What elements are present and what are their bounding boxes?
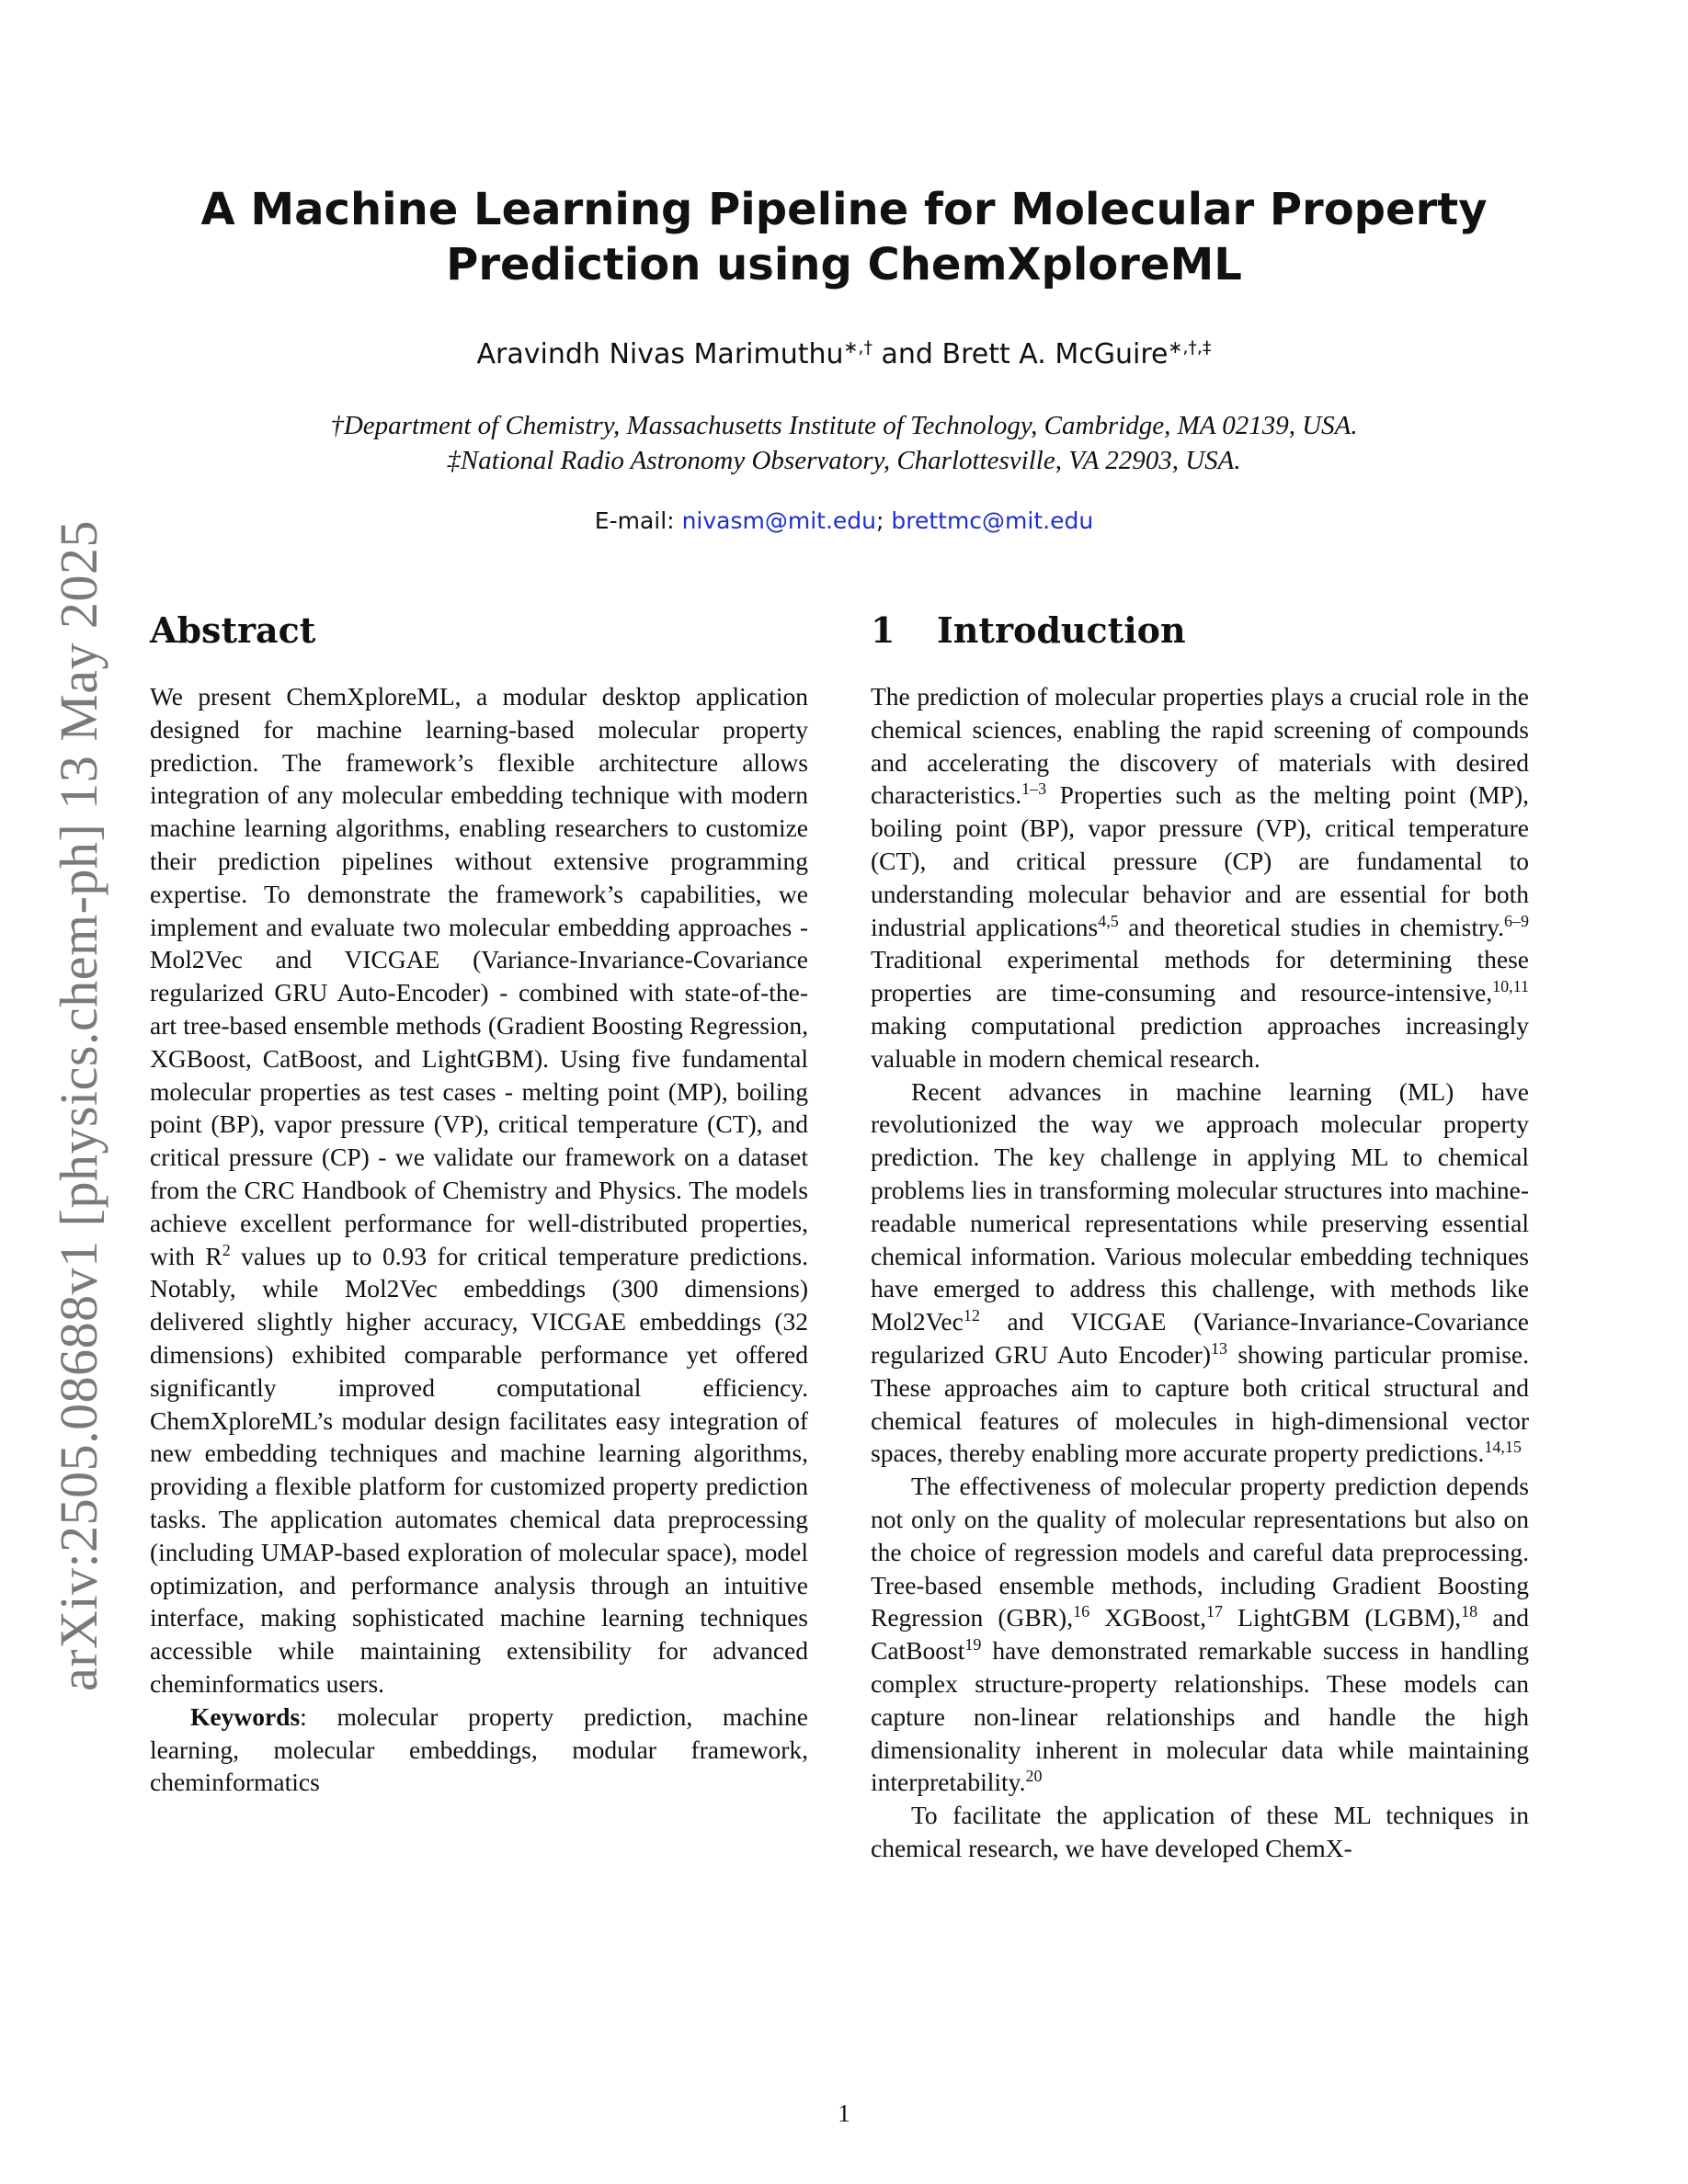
- title-line-2: Prediction using ChemXploreML: [446, 239, 1242, 290]
- affiliations: [0, 408, 1688, 478]
- keywords-paragraph: [150, 1701, 808, 1799]
- citation[interactable]: 1–3: [1021, 779, 1047, 799]
- citation[interactable]: 20: [1025, 1767, 1043, 1786]
- paragraph-text: Traditional experimental methods for determining these properties are time-consuming and resource-intensive,: [871, 945, 1529, 1007]
- paragraph-text: LightGBM (LGBM),: [1223, 1603, 1462, 1632]
- citation[interactable]: 6–9: [1504, 911, 1529, 930]
- introduction-column: [871, 609, 1529, 1865]
- citation[interactable]: 19: [964, 1634, 982, 1654]
- paragraph-text: and theoretical studies in chemistry.: [1118, 912, 1504, 941]
- paragraph-text: XGBoost,: [1089, 1603, 1206, 1632]
- r-squared-superscript: 2: [222, 1240, 231, 1259]
- section-number: 1: [871, 609, 895, 651]
- author-conjunction: and: [872, 338, 942, 370]
- author-affiliation-marks: ∗,†,‡: [1168, 337, 1212, 358]
- contact-email: [0, 507, 1688, 534]
- email-label: E-mail:: [594, 507, 682, 534]
- paragraph-text: showing particular promise. These approaches aim to capture both critical structural and chemical features of molecules in high-dimensional vector spaces, thereby enabling more accurate property predictions.: [871, 1339, 1529, 1468]
- paragraph-text: and VICGAE (Variance-Invariance-Covariance regularized GRU Auto Encoder): [871, 1307, 1529, 1369]
- keywords-label: Keywords: [190, 1701, 301, 1731]
- abstract-paragraph: [150, 680, 808, 1701]
- introduction-heading: [871, 609, 1529, 653]
- abstract-text: values up to 0.93 for critical temperature predictions. Notably, while Mol2Vec embeddings (300 dimensions) delivered slightly higher accuracy, VICGAE embeddings (32 dimensions) exhibited comparable performance yet offered significantly improved computational efficiency. ChemXploreML’s modular design facilitates easy integration of new embedding techniques and machine learning algorithms, providing a flexible platform for customized property prediction tasks. The application automates chemical data preprocessing (including UMAP-based exploration of molecular space), model optimization, and performance analysis through an intuitive interface, making sophisticated machine learning techniques accessible while maintaining extensibility for advanced cheminformatics users.: [150, 1241, 808, 1698]
- arxiv-identifier-stamp: arXiv:2505.08688v1 [physics.chem-ph] 13 May 2025: [49, 519, 108, 1691]
- paragraph-text: Recent advances in machine learning (ML) have revolutionized the way we approach molecular property prediction. The key challenge in applying ML to chemical problems lies in transforming molecular structures into machine-readable numerical representations while preserving essential chemical information. Various molecular embedding techniques have emerged to address this challenge, with methods like Mol2Vec: [871, 1076, 1529, 1337]
- affiliation-line: †Department of Chemistry, Massachusetts Institute of Technology, Cambridge, MA 02139, USA.: [330, 411, 1358, 440]
- author-name: Brett A. McGuire: [941, 338, 1169, 370]
- email-link[interactable]: brettmc@mit.edu: [891, 507, 1094, 534]
- abstract-text: We present ChemXploreML, a modular desktop application designed for machine learning-based molecular property prediction. The framework’s flexible architecture allows integration of any molecular embedding technique with modern machine learning algorithms, enabling researchers to customize their prediction pipelines without extensive programming expertise. To demonstrate the framework’s capabilities, we implement and evaluate two molecular embedding approaches - Mol2Vec and VICGAE (Variance-Invariance-Covariance regularized GRU Auto-Encoder) - combined with state-of-the-art tree-based ensemble methods (Gradient Boosting Regression, XGBoost, CatBoost, and LightGBM). Using five fundamental molecular properties as test cases - melting point (MP), boiling point (BP), vapor pressure (VP), critical temperature (CT), and critical pressure (CP) - we validate our framework on a dataset from the CRC Handbook of Chemistry and Physics. The models achieve excellent performance for well-distributed properties, with R: [150, 682, 808, 1270]
- paragraph-text: and CatBoost: [871, 1603, 1529, 1666]
- paragraph-text: Properties such as the melting point (MP), boiling point (BP), vapor pressure (VP), critical temperature (CT), and critical pressure (CP) are fundamental to understanding molecular behavior and are essential for both industrial applications: [871, 780, 1529, 941]
- paragraph-text: have demonstrated remarkable success in handling complex structure-property relationships. These models can capture non-linear relationships and handle the high dimensionality inherent in molecular data while maintaining interpretability.: [871, 1636, 1529, 1797]
- intro-paragraph: [871, 1075, 1529, 1471]
- email-link[interactable]: nivasm@mit.edu: [681, 507, 876, 534]
- email-separator: ;: [876, 507, 892, 534]
- author-affiliation-marks: ∗,†: [843, 337, 873, 358]
- paragraph-text: The effectiveness of molecular property prediction depends not only on the quality of molecular representations but also on the choice of regression models and careful data preprocessing. Tree-based ensemble methods, including Gradient Boosting Regression (GBR),: [871, 1472, 1529, 1632]
- abstract-heading: Abstract: [150, 609, 316, 651]
- citation[interactable]: 17: [1206, 1602, 1223, 1621]
- intro-paragraph: [871, 1470, 1529, 1799]
- citation[interactable]: 14,15: [1484, 1438, 1522, 1457]
- intro-paragraph: [871, 1799, 1529, 1865]
- citation[interactable]: 13: [1210, 1338, 1227, 1358]
- keywords-text: : molecular property prediction, machine learning, molecular embeddings, modular framework, cheminformatics: [150, 1701, 808, 1797]
- author-list: [0, 338, 1688, 370]
- paper-title: [0, 182, 1688, 292]
- author-name: Aravindh Nivas Marimuthu: [476, 338, 844, 370]
- abstract-column: [150, 609, 808, 1799]
- paragraph-text: making computational prediction approaches increasingly valuable in modern chemical research.: [871, 1010, 1529, 1073]
- section-title: Introduction: [937, 609, 1186, 651]
- paragraph-text: The prediction of molecular properties plays a crucial role in the chemical sciences, enabling the rapid screening of compounds and accelerating the discovery of materials with desired characteristics.: [871, 682, 1529, 810]
- affiliation-line: ‡National Radio Astronomy Observatory, Charlottesville, VA 22903, USA.: [447, 446, 1241, 475]
- citation[interactable]: 18: [1461, 1602, 1478, 1621]
- title-line-1: A Machine Learning Pipeline for Molecular Property: [200, 184, 1488, 235]
- intro-paragraph: [871, 680, 1529, 1075]
- citation[interactable]: 12: [963, 1305, 980, 1325]
- page-number: 1: [838, 2099, 850, 2127]
- citation[interactable]: 4,5: [1098, 911, 1119, 930]
- citation[interactable]: 16: [1073, 1602, 1090, 1621]
- paragraph-text: To facilitate the application of these ML techniques in chemical research, we have developed ChemX-: [871, 1801, 1529, 1862]
- citation[interactable]: 10,11: [1492, 977, 1529, 996]
